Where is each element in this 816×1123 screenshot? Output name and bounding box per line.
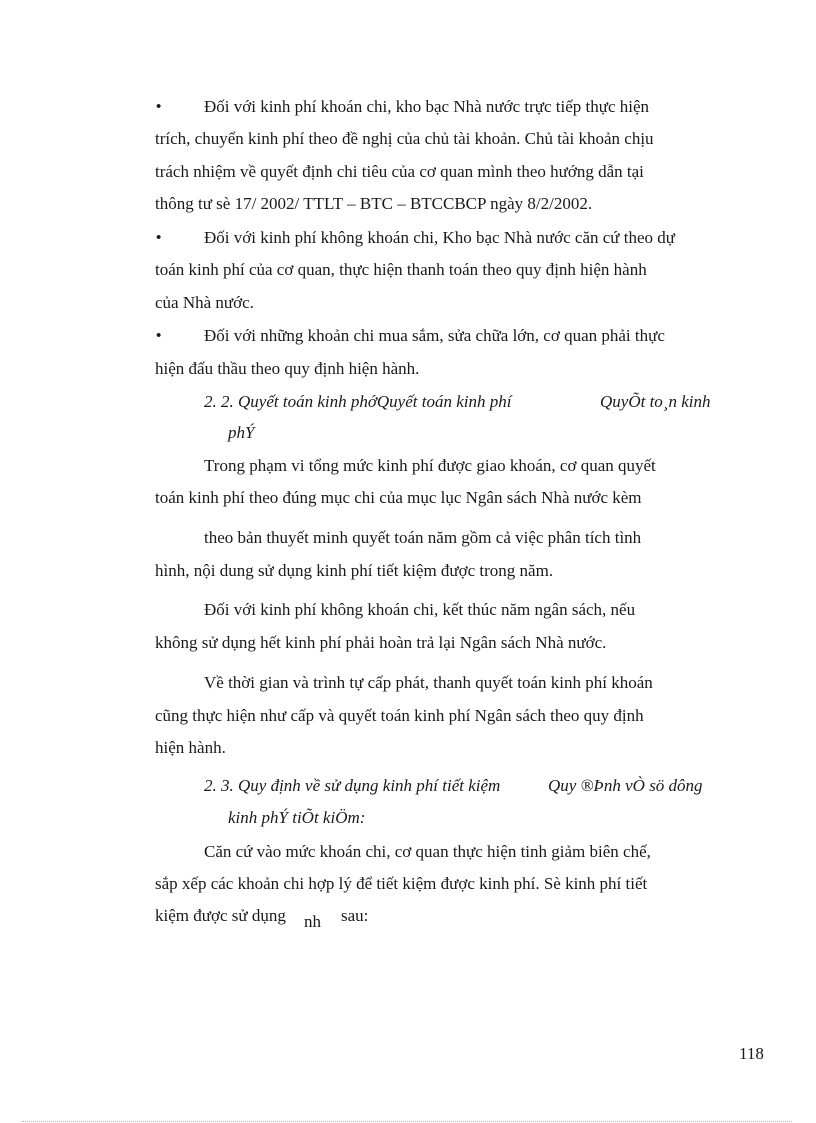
section-2-2-heading: 2. 2. Quyết toán kinh phớQuyết toán kinh phí (204, 392, 512, 411)
para4-line-2: sắp xếp các khoản chi hợp lý để tiết kiệm được kinh phí. Sè kinh phí tiết (155, 874, 648, 893)
bullet-2-line-2: toán kinh phí của cơ quan, thực hiện thanh toán theo quy định hiện hành (155, 260, 647, 279)
para2-line-1: Đối với kinh phí không khoán chi, kết thúc năm ngân sách, nếu (204, 600, 636, 619)
section-2-3-heading: 2. 3. Quy định về sử dụng kinh phí tiết kiệm (204, 776, 501, 795)
para4-line-3: kiệm được sử dụng (155, 906, 286, 925)
para1-line-4: hình, nội dung sử dụng kinh phí tiết kiệm được trong năm. (155, 561, 554, 580)
para2-line-2: không sử dụng hết kinh phí phải hoàn trả lại Ngân sách Nhà nước. (155, 633, 607, 652)
section-2-3-heading-garbled-2: kinh phÝ tiÕt kiÖm: (228, 808, 366, 827)
bullet-1-line-3: trách nhiệm về quyết định chi tiêu của cơ quan mình theo hướng dẫn tại (155, 162, 644, 181)
para1-line-1: Trong phạm vi tổng mức kinh phí được giao khoán, cơ quan quyết (204, 456, 656, 475)
para4-fragment-nh: nh (304, 912, 321, 931)
bullet-2-line-3: của Nhà nước. (155, 293, 254, 312)
para4-line-3-tail: sau: (341, 906, 369, 925)
bullet-symbol: • (156, 328, 162, 344)
bullet-symbol: • (156, 99, 162, 115)
para4-line-1: Căn cứ vào mức khoán chi, cơ quan thực hiện tinh giảm biên chế, (204, 842, 651, 861)
bullet-2-line-1: Đối với kinh phí không khoán chi, Kho bạc Nhà nước căn cứ theo dự (204, 228, 675, 247)
para3-line-1: Về thời gian và trình tự cấp phát, thanh quyết toán kinh phí khoán (204, 673, 653, 692)
bullet-symbol: • (156, 230, 162, 246)
bullet-3-line-2: hiện đấu thầu theo quy định hiện hành. (155, 359, 420, 378)
bullet-1-line-4: thông tư sè 17/ 2002/ TTLT – BTC – BTCCBCP ngày 8/2/2002. (155, 194, 593, 213)
para1-line-3: theo bản thuyết minh quyết toán năm gồm cả việc phân tích tình (204, 528, 642, 547)
page-number: 118 (739, 1044, 764, 1063)
section-2-3-heading-garbled: Quy ®Þnh vÒ sö dông (548, 776, 703, 795)
para3-line-2: cũng thực hiện như cấp và quyết toán kinh phí Ngân sách theo quy định (155, 706, 644, 725)
section-2-2-heading-garbled: QuyÕt to¸n kinh (600, 392, 711, 411)
para1-line-2: toán kinh phí theo đúng mục chi của mục lục Ngân sách Nhà nước kèm (155, 488, 642, 507)
para3-line-3: hiện hành. (155, 738, 226, 757)
bullet-3-line-1: Đối với những khoản chi mua sắm, sửa chữa lớn, cơ quan phải thực (204, 326, 665, 345)
footer-divider (22, 1121, 792, 1122)
section-2-2-heading-garbled-2: phÝ (228, 423, 255, 442)
bullet-1-line-2: trích, chuyển kinh phí theo đề nghị của chủ tài khoản. Chủ tài khoản chịu (155, 129, 654, 148)
bullet-1-line-1: Đối với kinh phí khoán chi, kho bạc Nhà nước trực tiếp thực hiện (204, 97, 650, 116)
